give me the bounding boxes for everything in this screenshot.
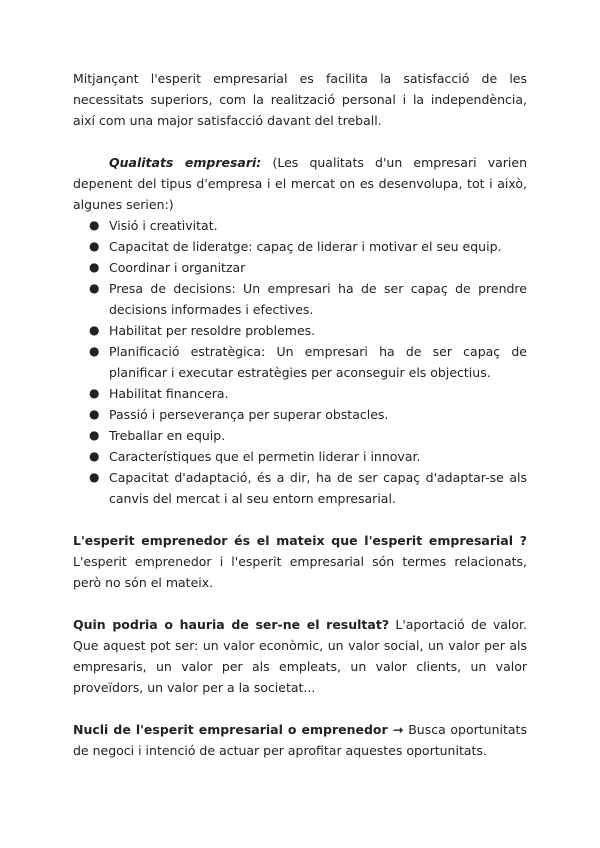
list-item-text: Presa de decisions: Un empresari ha de ser capaç de prendre decisions informades i efectives. (109, 281, 527, 317)
list-item (89, 383, 527, 404)
list-item-text: Planificació estratègica: Un empresari ha de ser capaç de planificar i executar estratègies per aconseguir els objectius. (109, 344, 527, 380)
question-2-paragraph (73, 614, 527, 698)
question-1-paragraph (73, 530, 527, 593)
question-1-answer: L'esperit emprenedor i l'esperit empresarial són termes relacionats, però no són el mateix. (73, 554, 527, 590)
bullet-icon: ● (89, 323, 100, 337)
bullet-icon: ● (89, 428, 100, 442)
bullet-icon: ● (89, 260, 100, 274)
list-item (89, 467, 527, 509)
list-item (89, 215, 527, 236)
list-item (89, 257, 527, 278)
list-item-text: Coordinar i organitzar (109, 260, 246, 275)
list-item (89, 446, 527, 467)
list-item (89, 236, 527, 257)
list-item (89, 278, 527, 320)
question-2-answer: L'aportació de valor. Que aquest pot ser: un valor econòmic, un valor social, un valor per als empresaris, un valor per als empleats, un valor clients, un valor proveïdors, un valor per a la societat... (73, 617, 527, 695)
qualitats-paragraph (73, 152, 527, 215)
arrow-right-icon: → (387, 722, 409, 737)
list-item-text: Capacitat d'adaptació, és a dir, ha de ser capaç d'adaptar-se als canvis del mercat i al seu entorn empresarial. (109, 470, 527, 506)
list-item-text: Característiques que el permetin liderar i innovar. (109, 449, 421, 464)
list-item-text: Habilitat financera. (109, 386, 229, 401)
bullet-icon: ● (89, 449, 100, 463)
list-item-text: Passió i perseverança per superar obstacles. (109, 407, 389, 422)
list-item-text: Visió i creativitat. (109, 218, 218, 233)
question-3-heading: Nucli de l'esperit empresarial o emprenedor (73, 722, 388, 737)
question-2-heading: Quin podria o hauria de ser-ne el resultat? (73, 617, 390, 632)
question-1-heading: L'esperit emprenedor és el mateix que l'esperit empresarial ? (73, 533, 527, 548)
list-item-text: Capacitat de lideratge: capaç de liderar i motivar el seu equip. (109, 239, 502, 254)
qualitats-text: (Les qualitats d'un empresari varien depenent del tipus d'empresa i el mercat on es desenvolupa, tot i això, algunes serien:) (73, 155, 527, 212)
intro-paragraph: Mitjançant l'esperit empresarial es facilita la satisfacció de les necessitats superiors, com la realització personal i la independència, així com una major satisfacció davant del treball. (73, 71, 527, 128)
list-item (89, 425, 527, 446)
list-item (89, 320, 527, 341)
question-3-paragraph (73, 719, 527, 761)
bullet-icon: ● (89, 281, 100, 295)
question-3-answer: Busca oportunitats de negoci i intenció de actuar per aprofitar aquestes oportunitats. (73, 722, 527, 758)
bullet-icon: ● (89, 218, 100, 232)
qualitats-list (73, 215, 527, 509)
list-item-text: Treballar en equip. (109, 428, 226, 443)
bullet-icon: ● (89, 344, 100, 358)
list-item (89, 404, 527, 425)
bullet-icon: ● (89, 239, 100, 253)
list-item-text: Habilitat per resoldre problemes. (109, 323, 316, 338)
qualitats-heading: Qualitats empresari: (109, 155, 262, 170)
bullet-icon: ● (89, 407, 100, 421)
list-item (89, 341, 527, 383)
bullet-icon: ● (89, 470, 100, 484)
bullet-icon: ● (89, 386, 100, 400)
